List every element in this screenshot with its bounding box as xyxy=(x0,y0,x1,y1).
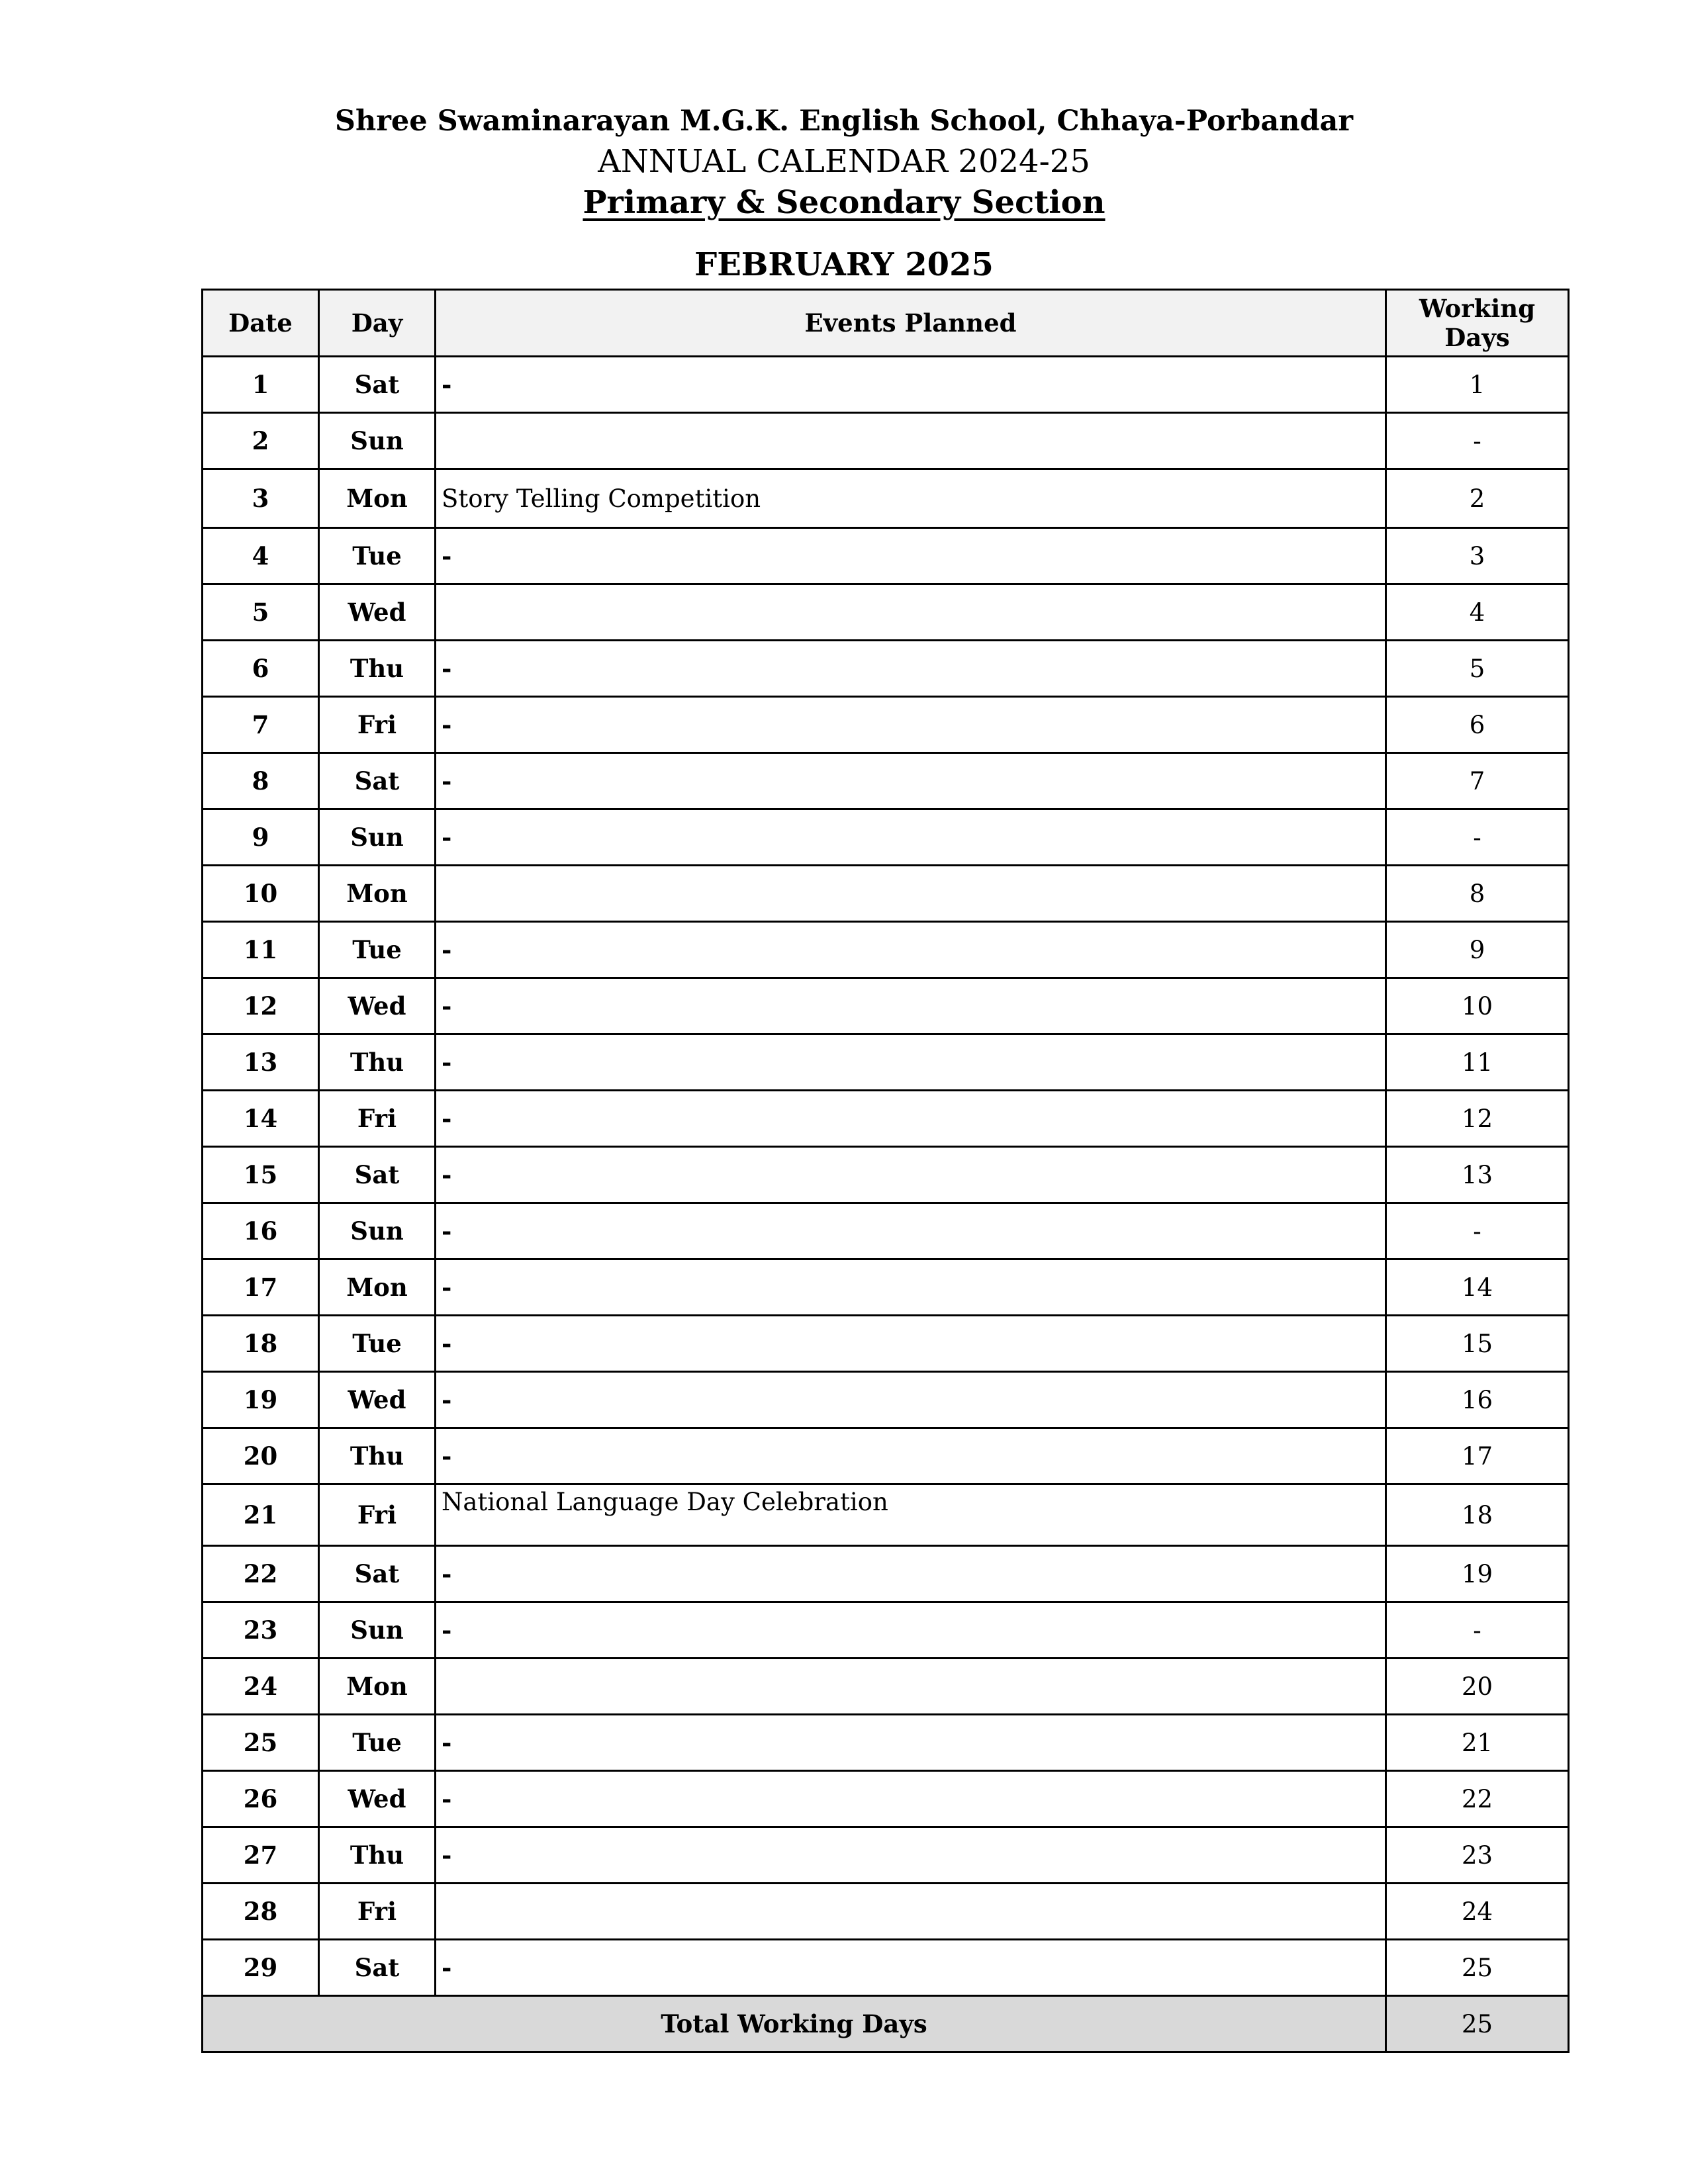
table-row xyxy=(203,1428,1569,1484)
table-row xyxy=(203,697,1569,753)
date-cell: 16 xyxy=(203,1203,319,1259)
event-cell: - xyxy=(436,1259,1386,1316)
day-cell: Sat xyxy=(319,753,436,809)
day-cell: Fri xyxy=(319,697,436,753)
table-row xyxy=(203,1484,1569,1546)
table-row xyxy=(203,1091,1569,1147)
day-cell: Thu xyxy=(319,1034,436,1091)
date-cell: 28 xyxy=(203,1884,319,1940)
column-header-events: Events Planned xyxy=(436,290,1386,357)
event-cell: - xyxy=(436,1602,1386,1659)
event-cell: - xyxy=(436,697,1386,753)
day-cell: Wed xyxy=(319,1771,436,1827)
working-days-cell: 16 xyxy=(1386,1372,1569,1428)
day-cell: Wed xyxy=(319,1372,436,1428)
event-cell xyxy=(436,866,1386,922)
event-cell: Story Telling Competition xyxy=(436,469,1386,528)
date-cell: 4 xyxy=(203,528,319,584)
date-cell: 5 xyxy=(203,584,319,641)
event-cell: - xyxy=(436,922,1386,978)
date-cell: 24 xyxy=(203,1659,319,1715)
day-cell: Sun xyxy=(319,809,436,866)
table-row xyxy=(203,1203,1569,1259)
day-cell: Sun xyxy=(319,1602,436,1659)
table-row xyxy=(203,1034,1569,1091)
table-row xyxy=(203,1602,1569,1659)
working-days-cell: 9 xyxy=(1386,922,1569,978)
event-cell xyxy=(436,584,1386,641)
table-row xyxy=(203,753,1569,809)
day-cell: Sun xyxy=(319,1203,436,1259)
event-cell: - xyxy=(436,1428,1386,1484)
total-working-days-label: Total Working Days xyxy=(203,1996,1386,2052)
table-row xyxy=(203,357,1569,413)
working-days-cell: - xyxy=(1386,413,1569,469)
table-row xyxy=(203,866,1569,922)
date-cell: 15 xyxy=(203,1147,319,1203)
table-row xyxy=(203,1884,1569,1940)
table-row xyxy=(203,1316,1569,1372)
date-cell: 13 xyxy=(203,1034,319,1091)
working-days-cell: 19 xyxy=(1386,1546,1569,1602)
date-cell: 25 xyxy=(203,1715,319,1771)
table-row xyxy=(203,1546,1569,1602)
total-working-days-value: 25 xyxy=(1386,1996,1569,2052)
date-cell: 6 xyxy=(203,641,319,697)
date-cell: 9 xyxy=(203,809,319,866)
calendar-title: ANNUAL CALENDAR 2024-25 xyxy=(598,143,1090,180)
working-days-cell: 4 xyxy=(1386,584,1569,641)
working-days-cell: - xyxy=(1386,809,1569,866)
table-header-row xyxy=(203,290,1569,357)
date-cell: 14 xyxy=(203,1091,319,1147)
working-days-cell: 11 xyxy=(1386,1034,1569,1091)
working-days-cell: 22 xyxy=(1386,1771,1569,1827)
table-row xyxy=(203,469,1569,528)
event-cell: - xyxy=(436,1372,1386,1428)
date-cell: 18 xyxy=(203,1316,319,1372)
event-cell: - xyxy=(436,357,1386,413)
column-header-date: Date xyxy=(203,290,319,357)
date-cell: 22 xyxy=(203,1546,319,1602)
working-days-cell: 23 xyxy=(1386,1827,1569,1884)
column-header-day: Day xyxy=(319,290,436,357)
event-cell: - xyxy=(436,1771,1386,1827)
column-header-working-days: Working Days xyxy=(1386,290,1569,357)
day-cell: Wed xyxy=(319,978,436,1034)
event-cell: - xyxy=(436,1715,1386,1771)
date-cell: 17 xyxy=(203,1259,319,1316)
day-cell: Fri xyxy=(319,1884,436,1940)
day-cell: Tue xyxy=(319,1715,436,1771)
day-cell: Sat xyxy=(319,1940,436,1996)
event-cell: - xyxy=(436,1546,1386,1602)
event-cell: - xyxy=(436,1147,1386,1203)
day-cell: Fri xyxy=(319,1091,436,1147)
working-days-cell: 1 xyxy=(1386,357,1569,413)
working-days-cell: 17 xyxy=(1386,1428,1569,1484)
day-cell: Wed xyxy=(319,584,436,641)
event-cell: - xyxy=(436,641,1386,697)
event-cell: - xyxy=(436,978,1386,1034)
calendar-table xyxy=(201,289,1570,2053)
working-days-cell: 3 xyxy=(1386,528,1569,584)
day-cell: Thu xyxy=(319,641,436,697)
working-days-cell: 5 xyxy=(1386,641,1569,697)
day-cell: Sat xyxy=(319,357,436,413)
event-cell: - xyxy=(436,1034,1386,1091)
table-row xyxy=(203,1827,1569,1884)
table-row xyxy=(203,1372,1569,1428)
date-cell: 29 xyxy=(203,1940,319,1996)
date-cell: 8 xyxy=(203,753,319,809)
date-cell: 26 xyxy=(203,1771,319,1827)
month-title: FEBRUARY 2025 xyxy=(694,246,994,283)
table-row xyxy=(203,1259,1569,1316)
date-cell: 10 xyxy=(203,866,319,922)
table-row xyxy=(203,1940,1569,1996)
table-row xyxy=(203,1715,1569,1771)
table-row xyxy=(203,978,1569,1034)
table-row xyxy=(203,922,1569,978)
date-cell: 7 xyxy=(203,697,319,753)
table-row xyxy=(203,1147,1569,1203)
table-body xyxy=(203,357,1569,1996)
event-cell: - xyxy=(436,1203,1386,1259)
table-row xyxy=(203,413,1569,469)
day-cell: Sat xyxy=(319,1546,436,1602)
working-days-cell: 25 xyxy=(1386,1940,1569,1996)
working-days-cell: 2 xyxy=(1386,469,1569,528)
table-row xyxy=(203,528,1569,584)
working-days-cell: 20 xyxy=(1386,1659,1569,1715)
school-name: Shree Swaminarayan M.G.K. English School, Chhaya-Porbandar xyxy=(334,105,1354,138)
day-cell: Mon xyxy=(319,1259,436,1316)
section-title: Primary & Secondary Section xyxy=(583,184,1105,221)
date-cell: 20 xyxy=(203,1428,319,1484)
working-days-cell: 24 xyxy=(1386,1884,1569,1940)
event-cell: - xyxy=(436,1827,1386,1884)
day-cell: Thu xyxy=(319,1428,436,1484)
working-days-cell: 13 xyxy=(1386,1147,1569,1203)
day-cell: Fri xyxy=(319,1484,436,1546)
event-cell xyxy=(436,1659,1386,1715)
date-cell: 23 xyxy=(203,1602,319,1659)
date-cell: 21 xyxy=(203,1484,319,1546)
working-days-cell: 15 xyxy=(1386,1316,1569,1372)
day-cell: Sun xyxy=(319,413,436,469)
table-row xyxy=(203,1659,1569,1715)
working-days-cell: 12 xyxy=(1386,1091,1569,1147)
event-cell: - xyxy=(436,809,1386,866)
day-cell: Sat xyxy=(319,1147,436,1203)
working-days-cell: 6 xyxy=(1386,697,1569,753)
table-row xyxy=(203,641,1569,697)
total-row xyxy=(203,1996,1569,2052)
date-cell: 1 xyxy=(203,357,319,413)
date-cell: 27 xyxy=(203,1827,319,1884)
event-cell: - xyxy=(436,528,1386,584)
table-row xyxy=(203,809,1569,866)
date-cell: 2 xyxy=(203,413,319,469)
day-cell: Mon xyxy=(319,866,436,922)
working-days-cell: - xyxy=(1386,1203,1569,1259)
working-days-cell: - xyxy=(1386,1602,1569,1659)
event-cell: National Language Day Celebration xyxy=(436,1484,1386,1546)
working-days-cell: 18 xyxy=(1386,1484,1569,1546)
working-days-cell: 10 xyxy=(1386,978,1569,1034)
event-cell: - xyxy=(436,1316,1386,1372)
working-days-cell: 7 xyxy=(1386,753,1569,809)
table-row xyxy=(203,1771,1569,1827)
day-cell: Mon xyxy=(319,1659,436,1715)
date-cell: 3 xyxy=(203,469,319,528)
date-cell: 12 xyxy=(203,978,319,1034)
event-cell: - xyxy=(436,1940,1386,1996)
table-row xyxy=(203,584,1569,641)
working-days-cell: 14 xyxy=(1386,1259,1569,1316)
date-cell: 19 xyxy=(203,1372,319,1428)
day-cell: Tue xyxy=(319,922,436,978)
date-cell: 11 xyxy=(203,922,319,978)
event-cell: - xyxy=(436,1091,1386,1147)
event-cell xyxy=(436,413,1386,469)
day-cell: Tue xyxy=(319,528,436,584)
event-cell xyxy=(436,1884,1386,1940)
event-cell: - xyxy=(436,753,1386,809)
day-cell: Mon xyxy=(319,469,436,528)
working-days-cell: 8 xyxy=(1386,866,1569,922)
day-cell: Thu xyxy=(319,1827,436,1884)
day-cell: Tue xyxy=(319,1316,436,1372)
working-days-cell: 21 xyxy=(1386,1715,1569,1771)
